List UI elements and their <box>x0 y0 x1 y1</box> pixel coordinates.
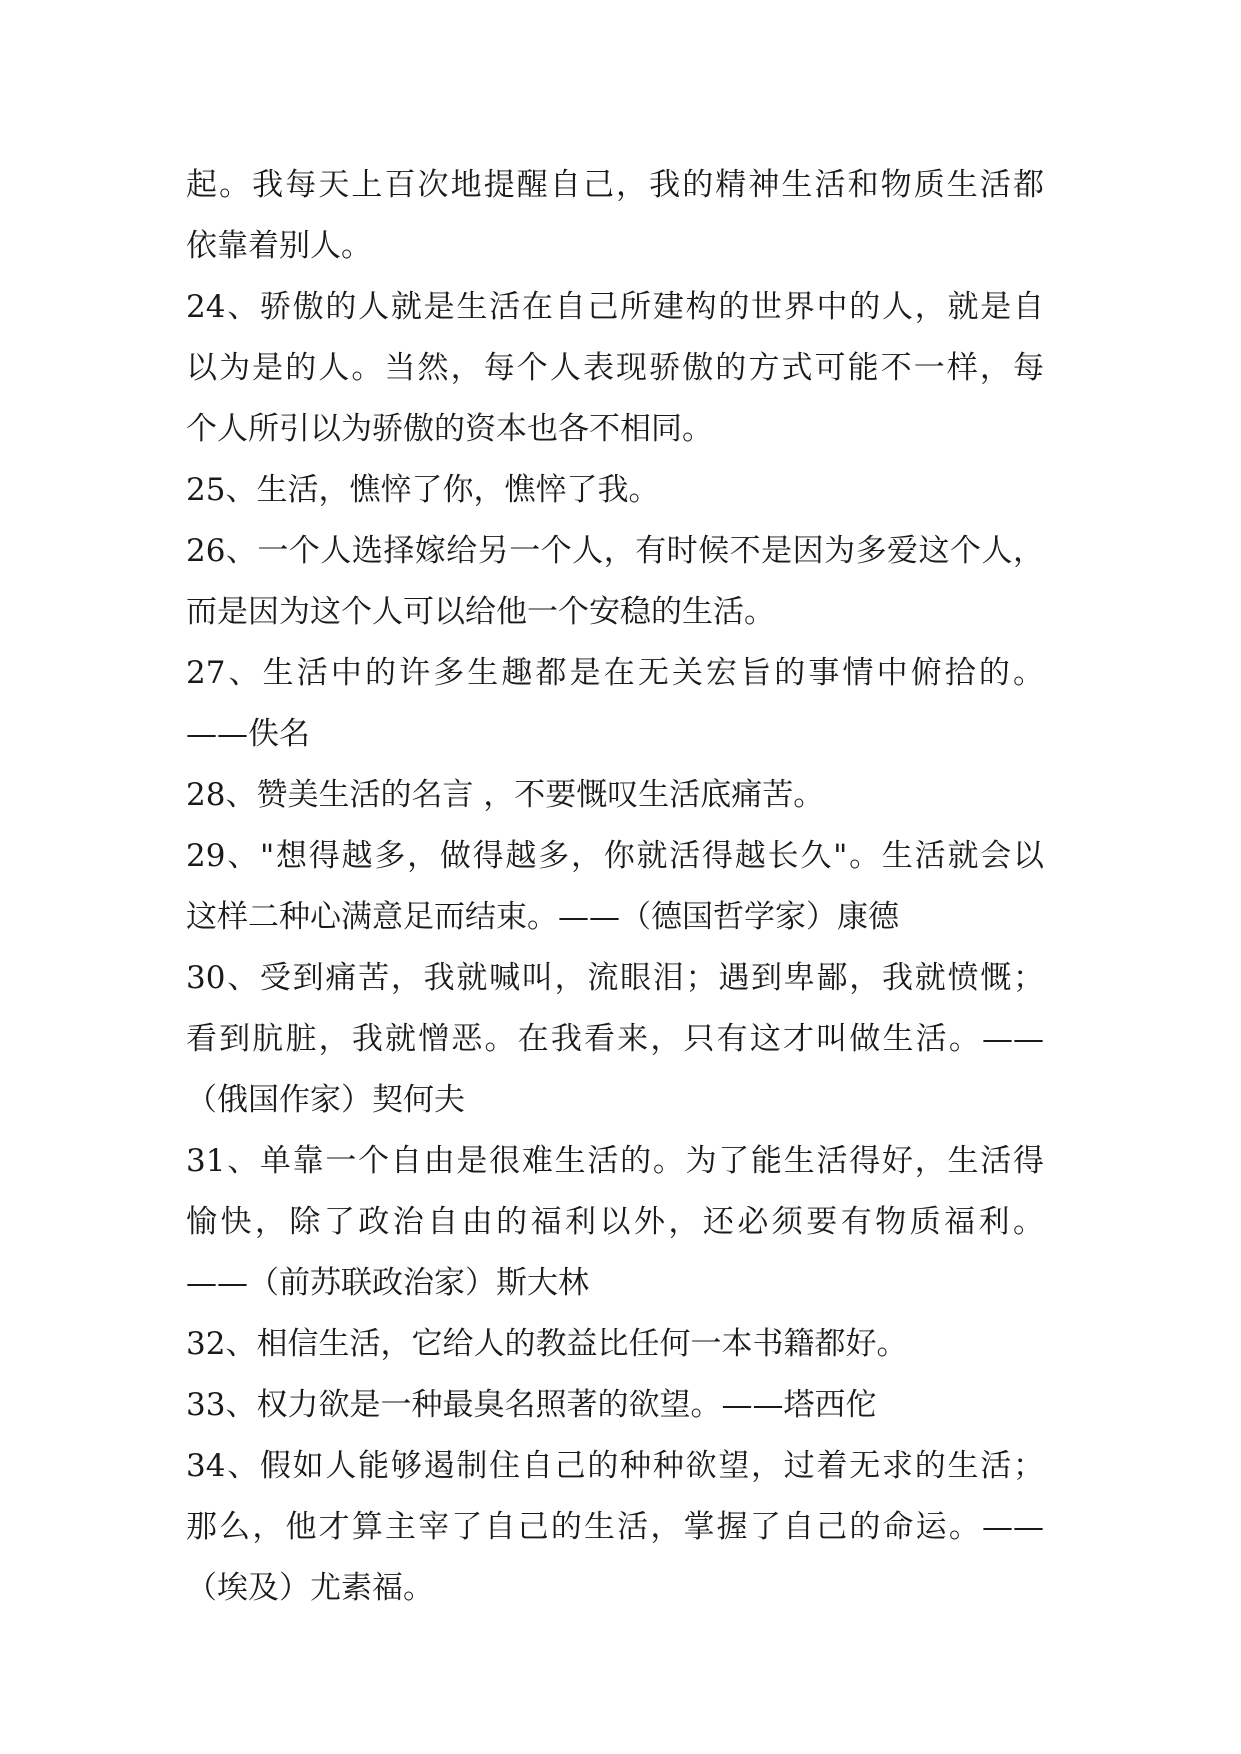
text-line: 31、单靠一个自由是很难生活的。为了能生活得好，生活得 <box>186 1143 1044 1179</box>
document-body <box>186 155 1044 1619</box>
text-line: 33、权力欲是一种最臭名照著的欲望。——塔西佗 <box>186 1387 877 1423</box>
text-line: 个人所引以为骄傲的资本也各不相同。 <box>186 411 713 447</box>
text-line: （俄国作家）契何夫 <box>186 1082 465 1118</box>
text-line: 那么，他才算主宰了自己的生活，掌握了自己的命运。—— <box>186 1509 1044 1545</box>
text-line: 起。我每天上百次地提醒自己，我的精神生活和物质生活都 <box>186 167 1044 203</box>
text-line: 25、生活，憔悴了你，憔悴了我。 <box>186 472 660 508</box>
text-line: 以为是的人。当然，每个人表现骄傲的方式可能不一样，每 <box>186 350 1044 386</box>
text-line: 愉快，除了政治自由的福利以外，还必须要有物质福利。 <box>186 1204 1044 1240</box>
text-line: 24、骄傲的人就是生活在自己所建构的世界中的人，就是自 <box>186 289 1044 325</box>
text-line: 30、受到痛苦，我就喊叫，流眼泪；遇到卑鄙，我就愤慨； <box>186 960 1044 996</box>
text-line: 29、"想得越多，做得越多，你就活得越长久"。生活就会以 <box>186 838 1044 874</box>
text-line: 28、赞美生活的名言 ，不要慨叹生活底痛苦。 <box>186 777 825 813</box>
text-line: 而是因为这个人可以给他一个安稳的生活。 <box>186 594 775 630</box>
text-line: ——（前苏联政治家）斯大林 <box>186 1265 589 1301</box>
text-line: 这样二种心满意足而结束。——（德国哲学家）康德 <box>186 899 899 935</box>
text-line: 依靠着别人。 <box>186 228 372 264</box>
text-line: 32、相信生活，它给人的教益比任何一本书籍都好。 <box>186 1326 908 1362</box>
text-line: 27、生活中的许多生趣都是在无关宏旨的事情中俯拾的。 <box>186 655 1044 691</box>
text-line: 34、假如人能够遏制住自己的种种欲望，过着无求的生活； <box>186 1448 1044 1484</box>
text-line: ——佚名 <box>186 716 310 752</box>
text-line: （埃及）尤素福。 <box>186 1570 434 1606</box>
text-line: 26、一个人选择嫁给另一个人，有时候不是因为多爱这个人， <box>186 533 1044 569</box>
text-line: 看到肮脏，我就憎恶。在我看来，只有这才叫做生活。—— <box>186 1021 1044 1057</box>
